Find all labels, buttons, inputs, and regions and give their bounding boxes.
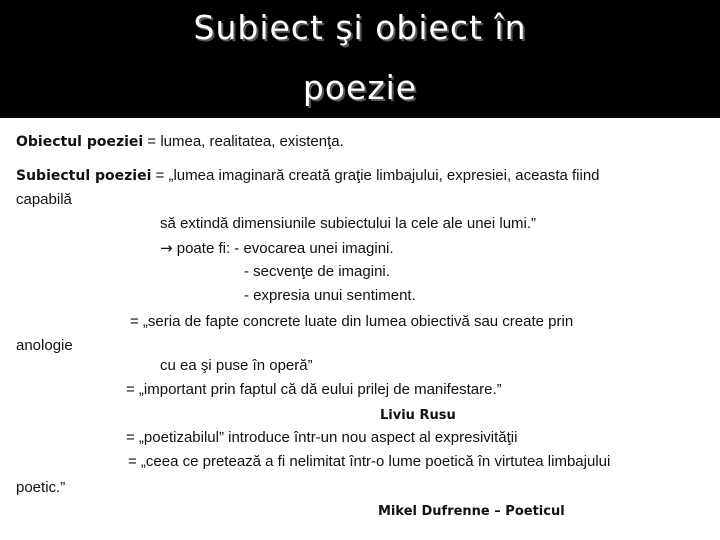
can-be-item-3: - expresia unui sentiment. [244,287,416,304]
object-definition [16,132,344,152]
can-be-text: poate fi: - evocarea unei imagini. [176,240,394,257]
slide-title-line1: Subiect şi obiect în [193,8,527,47]
pretends-definition: = „ceea ce pretează a fi nelimitat într-o lume poetică în virtutea limbajului [128,453,611,470]
object-text: = lumea, realitatea, existenţa. [143,133,344,150]
author-liviu-rusu: Liviu Rusu [380,408,456,423]
subject-text: = „lumea imaginară creată graţie limbajului, expresiei, aceasta fiind [151,167,600,184]
subject-label: Subiectul poeziei [16,168,152,184]
pretends-left-word: poetic.” [16,479,66,496]
subject-continuation-2: să extindă dimensiunile subiectului la cele ale unei lumi.” [160,215,537,232]
can-be-item-2: - secvenţe de imagini. [244,263,390,280]
important-definition: = „important prin faptul că dă eului prilej de manifestare.” [126,381,502,398]
poetizable-definition: = „poetizabilul” introduce într-un nou aspect al expresivităţii [126,429,518,446]
arrow-right-icon: → [160,239,173,257]
series-continuation: cu ea şi puse în operă” [160,357,313,374]
series-left-word: anologie [16,337,73,354]
slide-title-line2: poezie [302,68,418,107]
author-mikel-dufrenne: Mikel Dufrenne – Poeticul [378,504,565,519]
subject-definition [16,166,600,186]
title-banner [0,0,720,118]
subject-continuation-1: capabilă [16,191,72,208]
can-be-line [160,238,394,259]
series-definition: = „seria de fapte concrete luate din lumea obiectivă sau create prin [130,313,574,330]
object-label: Obiectul poeziei [16,134,144,150]
